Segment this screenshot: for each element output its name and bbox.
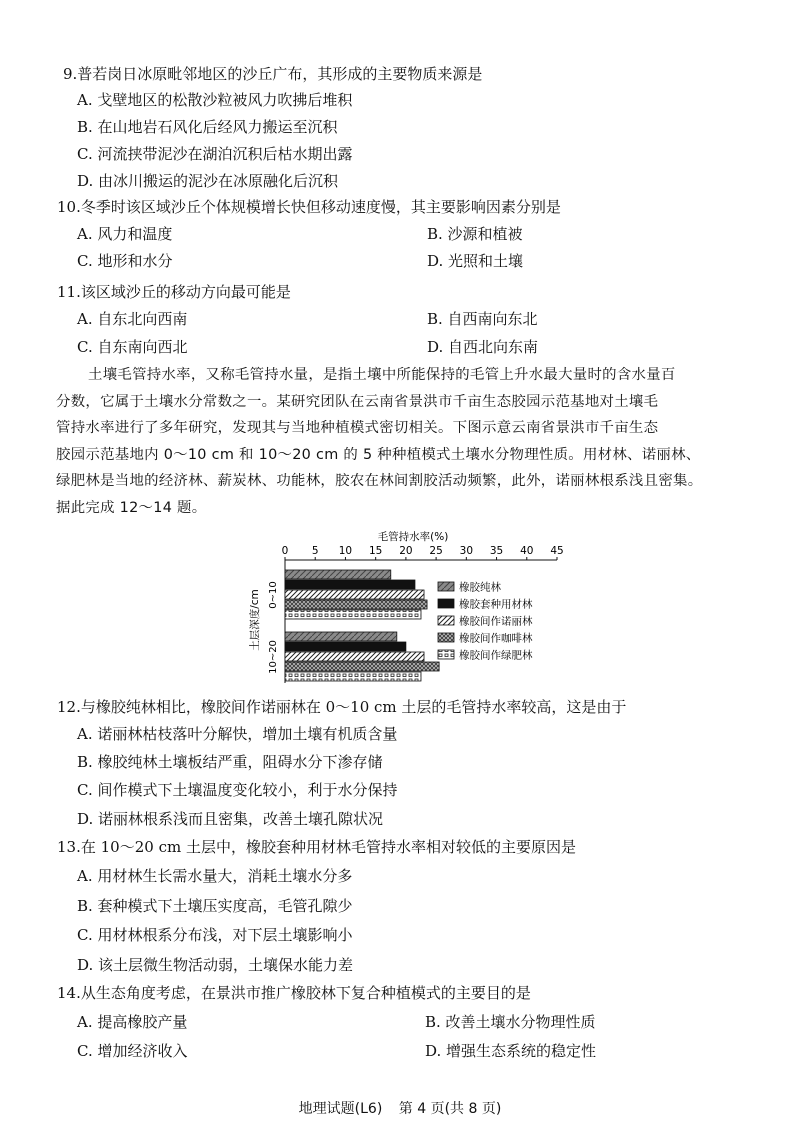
x-tick-label: 25 [429, 545, 443, 557]
legend-swatch [438, 650, 454, 659]
y-category-label: 10~20 [268, 640, 279, 674]
question-9-stem: 9.普若岗日冰原毗邻地区的沙丘广布，其形成的主要物质来源是 [63, 65, 483, 83]
y-axis-categories [268, 581, 279, 674]
chart-title: 毛管持水率(%) [377, 531, 449, 543]
question-9-option-c: C. 河流挟带泥沙在湖泊沉积后枯水期出露 [77, 145, 353, 163]
page-footer [0, 1098, 800, 1118]
bar [285, 570, 391, 579]
question-10-option-a: A. 风力和温度 [77, 225, 173, 243]
question-13-option-b: B. 套种模式下土壤压实度高，毛管孔隙少 [77, 897, 353, 915]
x-tick-label: 35 [489, 545, 504, 557]
x-tick-label: 30 [459, 545, 474, 557]
question-9-option-b: B. 在山地岩石风化后经风力搬运至沉积 [77, 118, 338, 136]
bar [285, 610, 421, 619]
question-11-stem: 11.该区域沙丘的移动方向最可能是 [57, 283, 291, 301]
x-tick-label: 20 [399, 545, 413, 557]
footer-page-number: 第 4 页(共 8 页) [398, 1101, 502, 1117]
question-10-option-d: D. 光照和土壤 [427, 252, 524, 270]
x-tick-label: 0 [281, 545, 289, 557]
question-11-option-a: A. 自东北向西南 [77, 310, 188, 328]
bar [285, 580, 415, 589]
question-11-option-c: C. 自东南向西北 [77, 338, 188, 356]
question-12-option-c: C. 间作模式下土壤温度变化较小，利于水分保持 [77, 781, 398, 799]
question-13-option-a: A. 用材林生长需水量大，消耗土壤水分多 [77, 867, 353, 885]
question-14-stem: 14.从生态角度考虑，在景洪市推广橡胶林下复合种植模式的主要目的是 [57, 984, 531, 1002]
x-tick-label: 15 [368, 545, 383, 557]
question-11-option-b: B. 自西南向东北 [427, 310, 538, 328]
question-12-option-b: B. 橡胶纯林土壤板结严重，阻碍水分下渗存储 [77, 753, 383, 771]
chart-legend [438, 581, 533, 662]
question-12-stem: 12.与橡胶纯林相比，橡胶间作诺丽林在 0～10 cm 土层的毛管持水率较高，这是由于 [57, 698, 627, 716]
capillary-water-chart [240, 528, 570, 688]
legend-swatch [438, 633, 454, 642]
footer-subject: 地理试题(L6) [298, 1101, 383, 1117]
y-axis-label: 土层深度/cm [249, 589, 261, 651]
legend-swatch [438, 616, 454, 625]
passage-line-6: 据此完成 12～14 题。 [56, 499, 207, 516]
question-13-option-c: C. 用材林根系分布浅，对下层土壤影响小 [77, 926, 353, 944]
question-9-option-d: D. 由冰川搬运的泥沙在冰原融化后沉积 [77, 172, 339, 190]
x-tick-label: 45 [550, 545, 564, 557]
bar [285, 642, 406, 651]
question-13-option-d: D. 该土层微生物活动弱，土壤保水能力差 [77, 956, 354, 974]
question-9-option-a: A. 戈壁地区的松散沙粒被风力吹拂后堆积 [77, 91, 353, 109]
question-11-option-d: D. 自西北向东南 [427, 338, 539, 356]
passage-line-5: 绿肥林是当地的经济林、薪炭林、功能林，胶农在林间割胶活动频繁，此外，诺丽林根系浅且密集。 [56, 473, 703, 489]
question-12-option-d: D. 诺丽林根系浅而且密集，改善土壤孔隙状况 [77, 810, 384, 828]
question-14-option-d: D. 增强生态系统的稳定性 [425, 1042, 597, 1060]
bar [285, 652, 424, 661]
question-10-option-c: C. 地形和水分 [77, 252, 173, 270]
chart-bars [285, 570, 439, 681]
question-13-stem: 13.在 10～20 cm 土层中，橡胶套种用材林毛管持水率相对较低的主要原因是 [57, 838, 576, 856]
x-tick-label: 5 [311, 545, 319, 557]
x-tick-label: 10 [338, 545, 353, 557]
question-14-option-c: C. 增加经济收入 [77, 1042, 188, 1060]
question-10-stem: 10.冬季时该区域沙丘个体规模增长快但移动速度慢，其主要影响因素分别是 [57, 198, 561, 216]
y-category-label: 0~10 [268, 581, 279, 609]
legend-swatch [438, 599, 454, 608]
passage-line-3: 管持水率进行了多年研究，发现其与当地种植模式密切相关。下图示意云南省景洪市千亩生态 [56, 420, 659, 436]
passage-line-4: 胶园示范基地内 0～10 cm 和 10～20 cm 的 5 种种植模式土壤水分物理性质。用材林、诺丽林、 [56, 446, 701, 463]
reading-passage [56, 362, 752, 521]
passage-line-2: 分数，它属于土壤水分常数之一。某研究团队在云南省景洪市千亩生态胶园示范基地对土壤毛 [56, 393, 659, 410]
bar [285, 662, 439, 671]
bar [285, 632, 397, 641]
question-10-option-b: B. 沙源和植被 [427, 225, 523, 243]
legend-label: 橡胶套种用材林 [459, 598, 533, 611]
question-12-option-a: A. 诺丽林枯枝落叶分解快，增加土壤有机质含量 [77, 725, 398, 743]
legend-swatch [438, 582, 454, 591]
passage-line-1: 土壤毛管持水率，又称毛管持水量，是指土壤中所能保持的毛管上升水最大量时的含水量百 [88, 367, 676, 383]
legend-label: 橡胶间作咖啡林 [459, 632, 533, 645]
question-14-option-a: A. 提高橡胶产量 [77, 1013, 188, 1031]
legend-label: 橡胶间作绿肥林 [459, 649, 533, 662]
bar [285, 600, 427, 609]
question-14-option-b: B. 改善土壤水分物理性质 [425, 1013, 596, 1031]
bar [285, 672, 421, 681]
legend-label: 橡胶间作诺丽林 [459, 615, 533, 628]
bar [285, 590, 424, 599]
x-tick-label: 40 [520, 545, 534, 557]
legend-label: 橡胶纯林 [459, 581, 501, 594]
